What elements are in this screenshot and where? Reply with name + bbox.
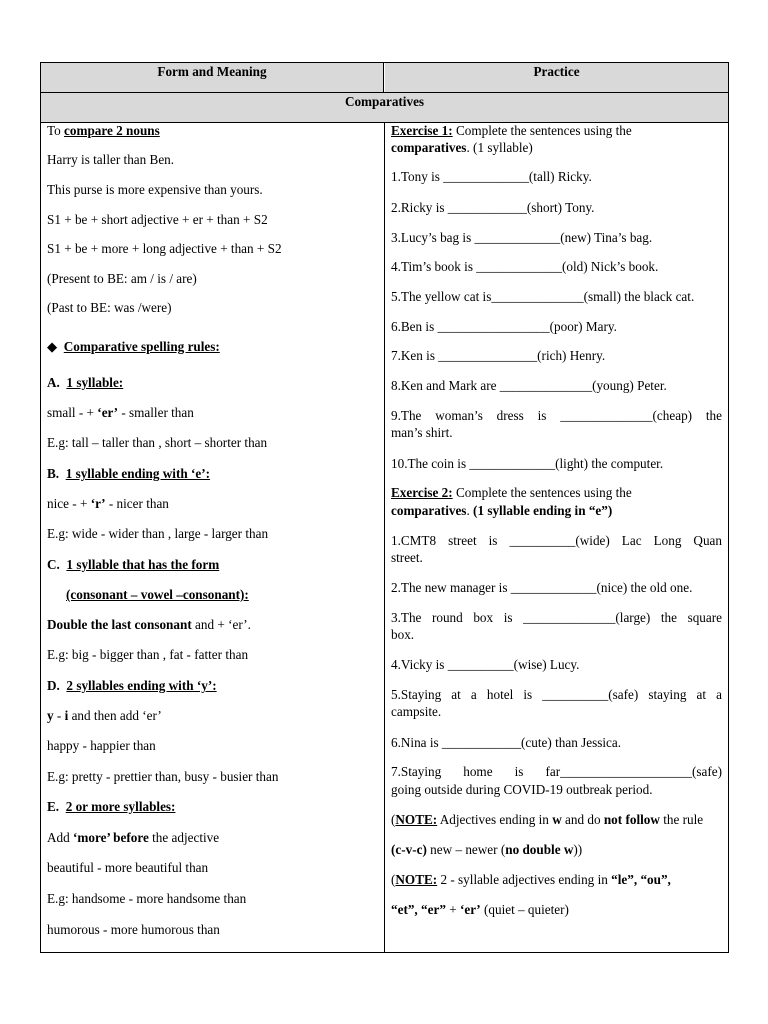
exercise-item: 4.Vicky is __________(wise) Lucy. [391,657,580,672]
header-practice: Practice [385,63,728,92]
rule-e-example: humorous - more humorous than [47,922,220,937]
note-2-line-1: (NOTE: 2 - syllable adjectives ending in “le”, “ou”, [391,872,671,887]
header-form-and-meaning: Form and Meaning [41,63,384,92]
exercise-item: 6.Ben is _________________(poor) Mary. [391,319,617,334]
rule-e-heading: E. 2 or more syllables: [47,799,176,814]
exercise-item: 1.CMT8 street is __________(wide) Lac Long Quan [391,533,722,548]
formula-long: S1 + be + more + long adjective + than + S2 [47,241,282,256]
column-divider [384,123,385,952]
exercise-item: 5.The yellow cat is______________(small) the black cat. [391,289,695,304]
exercise-item: 7.Ken is _______________(rich) Henry. [391,348,606,363]
exercise-2-heading-2: comparatives. (1 syllable ending in “e”) [391,503,613,518]
exercise-item: 9.The woman’s dress is ______________(cheap) the [391,408,722,423]
rule-b-line: nice - + ‘r’ - nicer than [47,496,169,511]
exercise-item: 4.Tim’s book is _____________(old) Nick’s book. [391,259,659,274]
exercise-item: 2.The new manager is _____________(nice) the old one. [391,580,693,595]
intro-line: To compare 2 nouns [47,123,160,138]
exercise-item: 3.Lucy’s bag is _____________(new) Tina’s bag. [391,230,653,245]
grammar-table [40,62,729,953]
exercise-item: 5.Staying at a hotel is __________(safe) staying at a [391,687,722,702]
exercise-item: 10.The coin is _____________(light) the computer. [391,456,664,471]
exercise-item-continued: man’s shirt. [391,425,453,440]
exercise-item-continued: going outside during COVID-19 outbreak period. [391,782,653,797]
rule-e-example: beautiful - more beautiful than [47,860,209,875]
exercise-item: 6.Nina is ____________(cute) than Jessica. [391,735,622,750]
rule-a-example: E.g: tall – taller than , short – shorter than [47,435,268,450]
section-title-comparatives: Comparatives [41,93,728,122]
exercise-item: 3.The round box is ______________(large) the square [391,610,722,625]
rule-e-example: E.g: handsome - more handsome than [47,891,247,906]
exercise-item-continued: campsite. [391,704,442,719]
exercise-item: 1.Tony is _____________(tall) Ricky. [391,169,592,184]
rule-d-heading: D. 2 syllables ending with ‘y’: [47,678,217,693]
rule-e-line: Add ‘more’ before the adjective [47,830,220,845]
exercise-1-heading: Exercise 1: Complete the sentences using the [391,123,632,138]
note-1-line-1: (NOTE: Adjectives ending in w and do not follow the rule [391,812,704,827]
rule-c-heading-2: (consonant – vowel –consonant): [66,587,249,602]
diamond-bullet-icon: ◆ [47,339,58,354]
rule-c-line: Double the last consonant and + ‘er’. [47,617,251,632]
rule-c-example: E.g: big - bigger than , fat - fatter than [47,647,249,662]
rule-c-heading: C. 1 syllable that has the form [47,557,220,572]
exercise-item: 8.Ken and Mark are ______________(young) Peter. [391,378,667,393]
example-sentence: Harry is taller than Ben. [47,152,175,167]
spelling-rules-heading: ◆ Comparative spelling rules: [47,339,220,354]
exercise-item: 7.Staying home is far____________________(safe) [391,764,722,779]
exercise-item-continued: street. [391,550,423,565]
present-be-note: (Present to BE: am / is / are) [47,271,197,286]
rule-a-heading: A. 1 syllable: [47,375,124,390]
exercise-item: 2.Ricky is ____________(short) Tony. [391,200,595,215]
example-sentence: This purse is more expensive than yours. [47,182,263,197]
exercise-2-heading: Exercise 2: Complete the sentences using the [391,485,632,500]
rule-a-line: small - + ‘er’ - smaller than [47,405,194,420]
rule-d-example: E.g: pretty - prettier than, busy - busier than [47,769,279,784]
rule-d-line: y - i and then add ‘er’ [47,708,162,723]
past-be-note: (Past to BE: was /were) [47,300,172,315]
rule-d-example: happy - happier than [47,738,156,753]
rule-b-example: E.g: wide - wider than , large - larger than [47,526,269,541]
note-2-line-2: “et”, “er” + ‘er’ (quiet – quieter) [391,902,569,917]
exercise-1-heading-2: comparatives. (1 syllable) [391,140,533,155]
note-1-line-2: (c-v-c) new – newer (no double w)) [391,842,583,857]
exercise-item-continued: box. [391,627,415,642]
rule-b-heading: B. 1 syllable ending with ‘e’: [47,466,211,481]
formula-short: S1 + be + short adjective + er + than + S2 [47,212,268,227]
